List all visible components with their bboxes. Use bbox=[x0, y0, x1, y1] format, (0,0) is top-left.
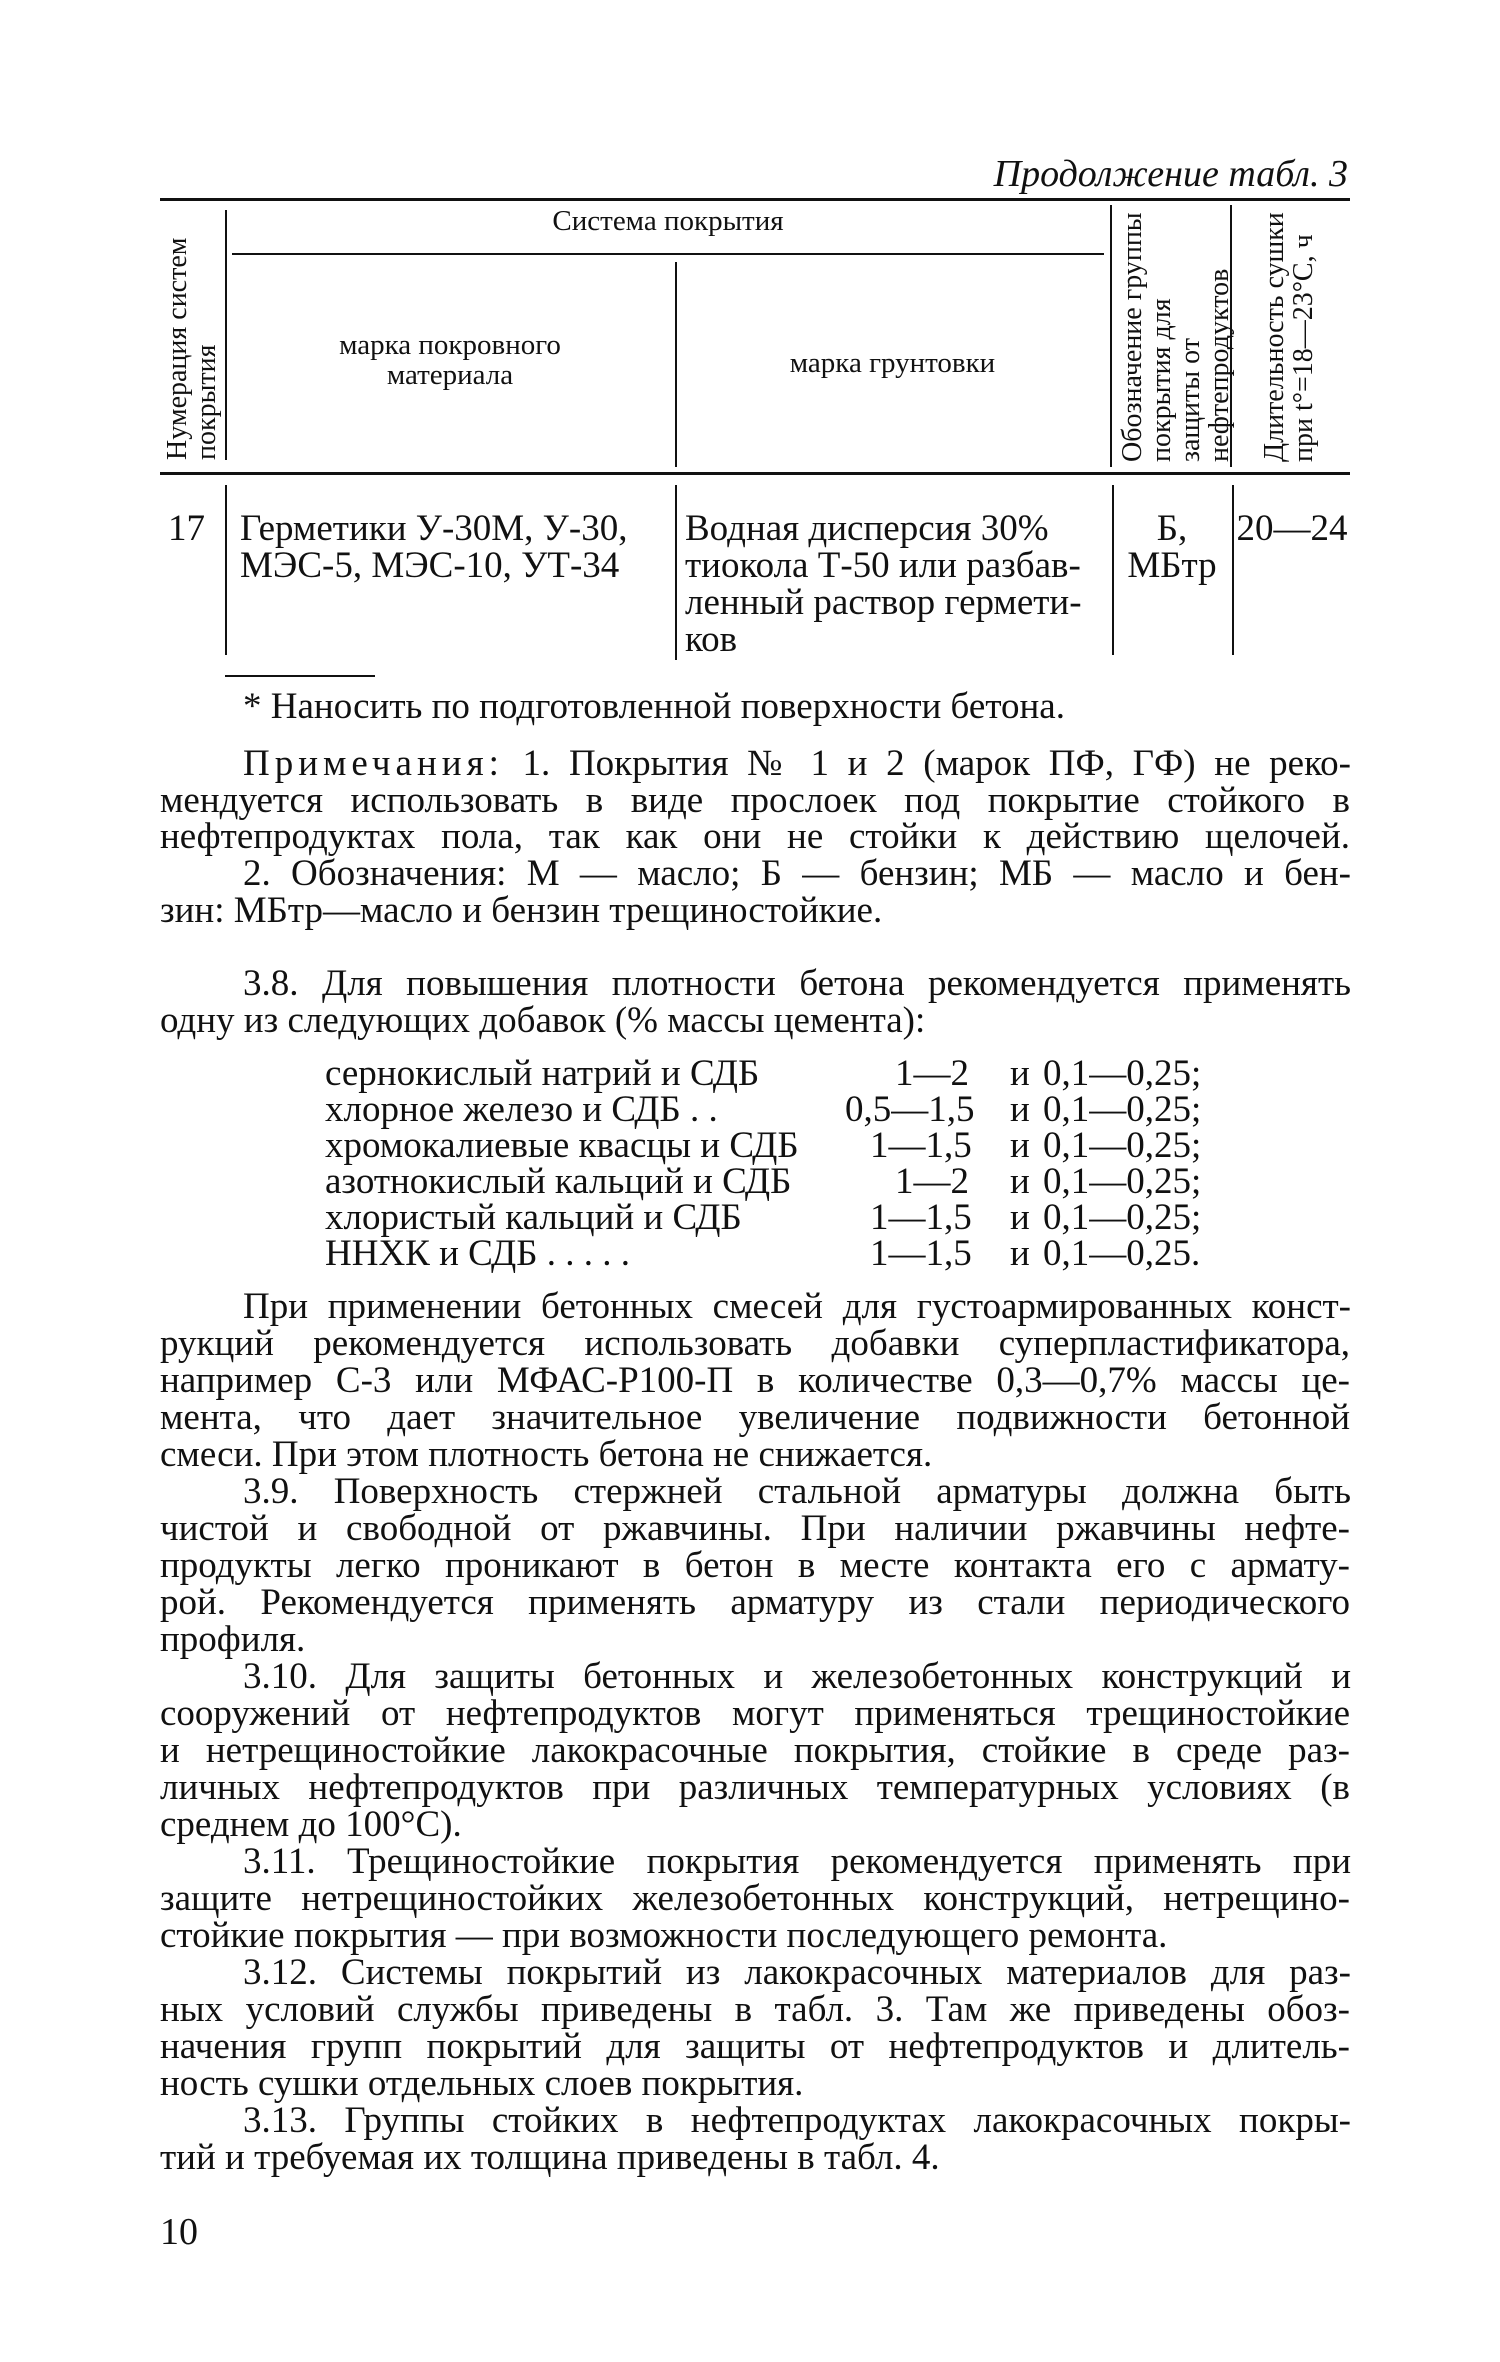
additive-and: и bbox=[1010, 1161, 1030, 1202]
col-divider-1 bbox=[225, 210, 227, 460]
p38-line-2: одну из следующих добавок (% массы цемента): bbox=[160, 1000, 926, 1041]
additive-range-2: 0,1—0,25; bbox=[1043, 1053, 1202, 1094]
p39-line: продукты легко проникают в бетон в месте контакта его с армату- bbox=[160, 1545, 1350, 1586]
p311-line: стойкие покрытия — при возможности последующего ремонта. bbox=[160, 1915, 1168, 1956]
group-line: Б, bbox=[1156, 508, 1188, 549]
additive-range-1: 0,5—1,5 bbox=[845, 1089, 975, 1130]
header-numbering: Нумерация систем покрытия bbox=[162, 237, 222, 460]
additive-range-1: 1—2 bbox=[895, 1053, 969, 1094]
additive-range-2: 0,1—0,25. bbox=[1043, 1233, 1201, 1274]
superplast-line: При применении бетонных смесей для густоармированных конст- bbox=[243, 1286, 1351, 1327]
footnote: * Наносить по подготовленной поверхности бетона. bbox=[243, 686, 1065, 727]
p39-line: рой. Рекомендуется применять арматуру из стали периодического bbox=[160, 1582, 1350, 1623]
additive-range-2: 0,1—0,25; bbox=[1043, 1197, 1202, 1238]
material-line: Герметики У-30М, У-30, bbox=[240, 508, 628, 549]
table-row-num: 17 bbox=[168, 508, 205, 549]
additive-range-2: 0,1—0,25; bbox=[1043, 1089, 1202, 1130]
p311-line: защите нетрещиностойких железобетонных конструкций, нетрещино- bbox=[160, 1878, 1350, 1919]
additive-range-1: 1—1,5 bbox=[870, 1197, 972, 1238]
additive-range-1: 1—1,5 bbox=[870, 1125, 972, 1166]
header-group: Обозначение группы покрытия для защиты от нефтепродуктов bbox=[1117, 212, 1235, 462]
additive-name: хлорное железо и СДБ . . bbox=[325, 1089, 718, 1130]
additive-and: и bbox=[1010, 1053, 1030, 1094]
p311-line: 3.11. Трещиностойкие покрытия рекомендуется применять при bbox=[243, 1841, 1351, 1882]
table-continuation-label: Продолжение табл. 3 bbox=[993, 153, 1348, 195]
body-divider-2 bbox=[675, 485, 677, 660]
p310-line: 3.10. Для защиты бетонных и железобетонных конструкций и bbox=[243, 1656, 1351, 1697]
table-cell-drying: 20—24 bbox=[1236, 508, 1348, 549]
col-divider-2 bbox=[675, 262, 677, 467]
note-2-line-2: зин: МБтр—масло и бензин трещиностойкие. bbox=[160, 890, 883, 931]
p38-line-1: 3.8. Для повышения плотности бетона рекомендуется применять bbox=[243, 963, 1351, 1004]
note-2-line-1: 2. Обозначения: М — масло; Б — бензин; МБ — масло и бен- bbox=[243, 853, 1351, 894]
additive-name: азотнокислый кальций и СДБ bbox=[325, 1161, 792, 1202]
header-top-material: марка покровного материала bbox=[339, 329, 561, 391]
primer-line: ленный раствор гермети- bbox=[685, 582, 1082, 623]
header-primer: марка грунтовки bbox=[789, 347, 996, 379]
body-divider-1 bbox=[225, 485, 227, 655]
additive-and: и bbox=[1010, 1125, 1030, 1166]
note-1-start: 1. Покрытия № 1 и 2 (марок ПФ, ГФ) не реко- bbox=[522, 743, 1351, 784]
table-cell-primer bbox=[685, 510, 1110, 658]
page-number: 10 bbox=[160, 2211, 198, 2253]
additive-name: хлористый кальций и СДБ bbox=[325, 1197, 742, 1238]
group-line: МБтр bbox=[1127, 545, 1217, 586]
note-1-line-3: нефтепродуктах пола, так как они не стойки к действию щелочей. bbox=[160, 816, 1350, 857]
additive-and: и bbox=[1010, 1197, 1030, 1238]
superplast-line: рукций рекомендуется использовать добавки суперпластификатора, bbox=[160, 1323, 1350, 1364]
additive-range-1: 1—2 bbox=[895, 1161, 969, 1202]
superplast-line: мента, что дает значительное увеличение подвижности бетонной bbox=[160, 1397, 1350, 1438]
table-bottom-short-rule bbox=[225, 675, 375, 677]
additive-range-2: 0,1—0,25; bbox=[1043, 1161, 1202, 1202]
p312-line: 3.12. Системы покрытий из лакокрасочных материалов для раз- bbox=[243, 1952, 1351, 1993]
notes-line-1 bbox=[243, 745, 1351, 782]
header-bottom-rule bbox=[160, 472, 1350, 475]
p39-line: профиля. bbox=[160, 1619, 306, 1660]
notes-label: Примечания: bbox=[243, 743, 504, 784]
header-drying: Длительность сушки при t°=18—23°C, ч bbox=[1259, 212, 1319, 462]
additive-name: сернокислый натрий и СДБ bbox=[325, 1053, 760, 1094]
p39-line: 3.9. Поверхность стержней стальной арматуры должна быть bbox=[243, 1471, 1351, 1512]
header-system: Система покрытия bbox=[552, 205, 784, 237]
table-cell-group bbox=[1114, 510, 1230, 584]
additive-name: хромокалиевые квасцы и СДБ bbox=[325, 1125, 799, 1166]
p312-line: ных условий службы приведены в табл. 3. Там же приведены обоз- bbox=[160, 1989, 1350, 2030]
table-top-rule bbox=[160, 198, 1350, 201]
p39-line: чистой и свободной от ржавчины. При наличии ржавчины нефте- bbox=[160, 1508, 1350, 1549]
table-cell-material bbox=[240, 510, 670, 584]
p310-line: среднем до 100°С). bbox=[160, 1804, 462, 1845]
p310-line: и нетрещиностойкие лакокрасочные покрытия, стойкие в среде раз- bbox=[160, 1730, 1350, 1771]
additive-and: и bbox=[1010, 1089, 1030, 1130]
p310-line: сооружений от нефтепродуктов могут применяться трещиностойкие bbox=[160, 1693, 1350, 1734]
note-1-line-2: мендуется использовать в виде прослоек под покрытие стойкого в bbox=[160, 780, 1350, 821]
system-header-rule bbox=[232, 253, 1104, 255]
additive-range-1: 1—1,5 bbox=[870, 1233, 972, 1274]
additive-range-2: 0,1—0,25; bbox=[1043, 1125, 1202, 1166]
col-divider-3 bbox=[1110, 205, 1112, 467]
p312-line: начения групп покрытий для защиты от нефтепродуктов и длитель- bbox=[160, 2026, 1350, 2067]
p310-line: личных нефтепродуктов при различных температурных условиях (в bbox=[160, 1767, 1350, 1808]
p313-line: тий и требуемая их толщина приведены в табл. 4. bbox=[160, 2137, 940, 2178]
p313-line: 3.13. Группы стойких в нефтепродуктах лакокрасочных покры- bbox=[243, 2100, 1351, 2141]
additive-and: и bbox=[1010, 1233, 1030, 1274]
superplast-line: смеси. При этом плотность бетона не снижается. bbox=[160, 1434, 933, 1475]
primer-line: тиокола Т-50 или разбав- bbox=[685, 545, 1081, 586]
material-line: МЭС-5, МЭС-10, УТ-34 bbox=[240, 545, 620, 586]
p312-line: ность сушки отдельных слоев покрытия. bbox=[160, 2063, 804, 2104]
superplast-line: например С-3 или МФАС-Р100-П в количестве 0,3—0,7% массы це- bbox=[160, 1360, 1350, 1401]
additive-name: ННХК и СДБ . . . . . bbox=[325, 1233, 630, 1274]
primer-line: ков bbox=[685, 619, 738, 660]
primer-line: Водная дисперсия 30% bbox=[685, 508, 1049, 549]
